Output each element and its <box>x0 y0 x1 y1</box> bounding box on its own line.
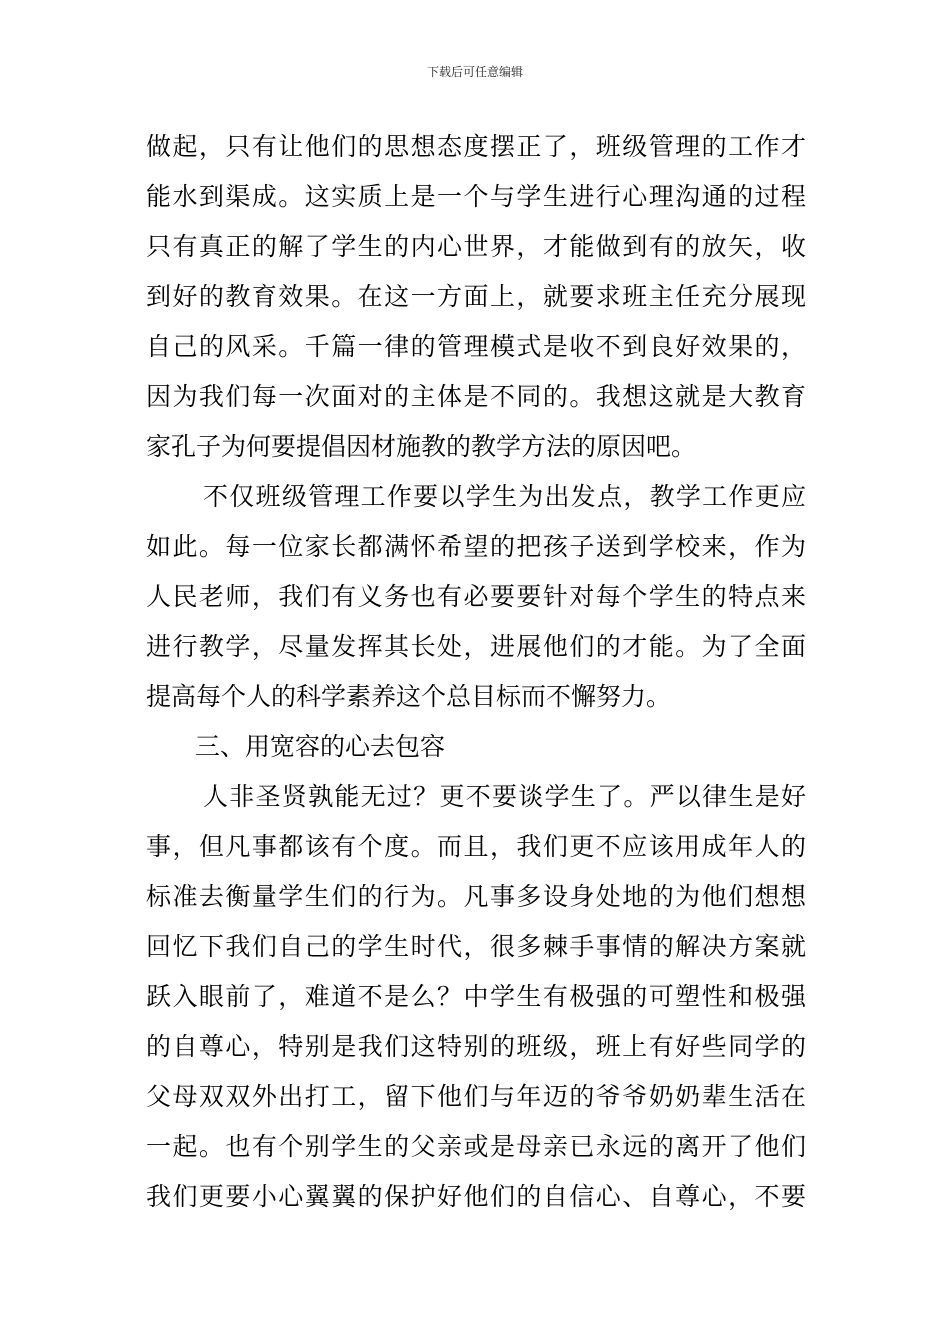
text-line: 能水到渠成。这实质上是一个与学生进行心理沟通的过程 <box>146 182 806 211</box>
text-line: 一起。也有个别学生的父亲或是母亲已永远的离开了他们 <box>146 1132 806 1161</box>
text-line: 到好的教育效果。在这一方面上，就要求班主任充分展现 <box>146 282 806 311</box>
text-line: 回忆下我们自己的学生时代，很多棘手事情的解决方案就 <box>146 932 806 961</box>
text-line: 标准去衡量学生们的行为。凡事多设身处地的为他们想想 <box>146 882 806 911</box>
text-line: 父母双双外出打工，留下他们与年迈的爷爷奶奶辈生活在 <box>146 1082 806 1111</box>
paragraph-first-line: 人非圣贤孰能无过？更不要谈学生了。严以律生是好 <box>203 782 806 811</box>
text-line: 家孔子为何要提倡因材施教的教学方法的原因吧。 <box>146 432 697 461</box>
text-line: 如此。每一位家长都满怀希望的把孩子送到学校来，作为 <box>146 532 806 561</box>
text-line: 自己的风采。千篇一律的管理模式是收不到良好效果的， <box>146 332 806 361</box>
text-line: 我们更要小心翼翼的保护好他们的自信心、自尊心，不要 <box>146 1182 806 1211</box>
text-line: 因为我们每一次面对的主体是不同的。我想这就是大教育 <box>146 382 806 411</box>
text-line: 做起，只有让他们的思想态度摆正了，班级管理的工作才 <box>146 132 806 161</box>
text-line: 人民老师，我们有义务也有必要要针对每个学生的特点来 <box>146 582 806 611</box>
text-line: 只有真正的解了学生的内心世界，才能做到有的放矢，收 <box>146 232 806 261</box>
text-line: 的自尊心，特别是我们这特别的班级，班上有好些同学的 <box>146 1032 806 1061</box>
paragraph-first-line: 不仅班级管理工作要以学生为出发点，教学工作更应 <box>203 482 806 511</box>
page-header: 下载后可任意编辑 <box>426 65 523 79</box>
section-heading: 三、用宽容的心去包容 <box>195 732 446 761</box>
text-line: 提高每个人的科学素养这个总目标而不懈努力。 <box>146 682 672 711</box>
text-line: 事，但凡事都该有个度。而且，我们更不应该用成年人的 <box>146 832 806 861</box>
text-line: 跃入眼前了，难道不是么？中学生有极强的可塑性和极强 <box>146 982 806 1011</box>
text-line: 进行教学，尽量发挥其长处，进展他们的才能。为了全面 <box>146 632 806 661</box>
